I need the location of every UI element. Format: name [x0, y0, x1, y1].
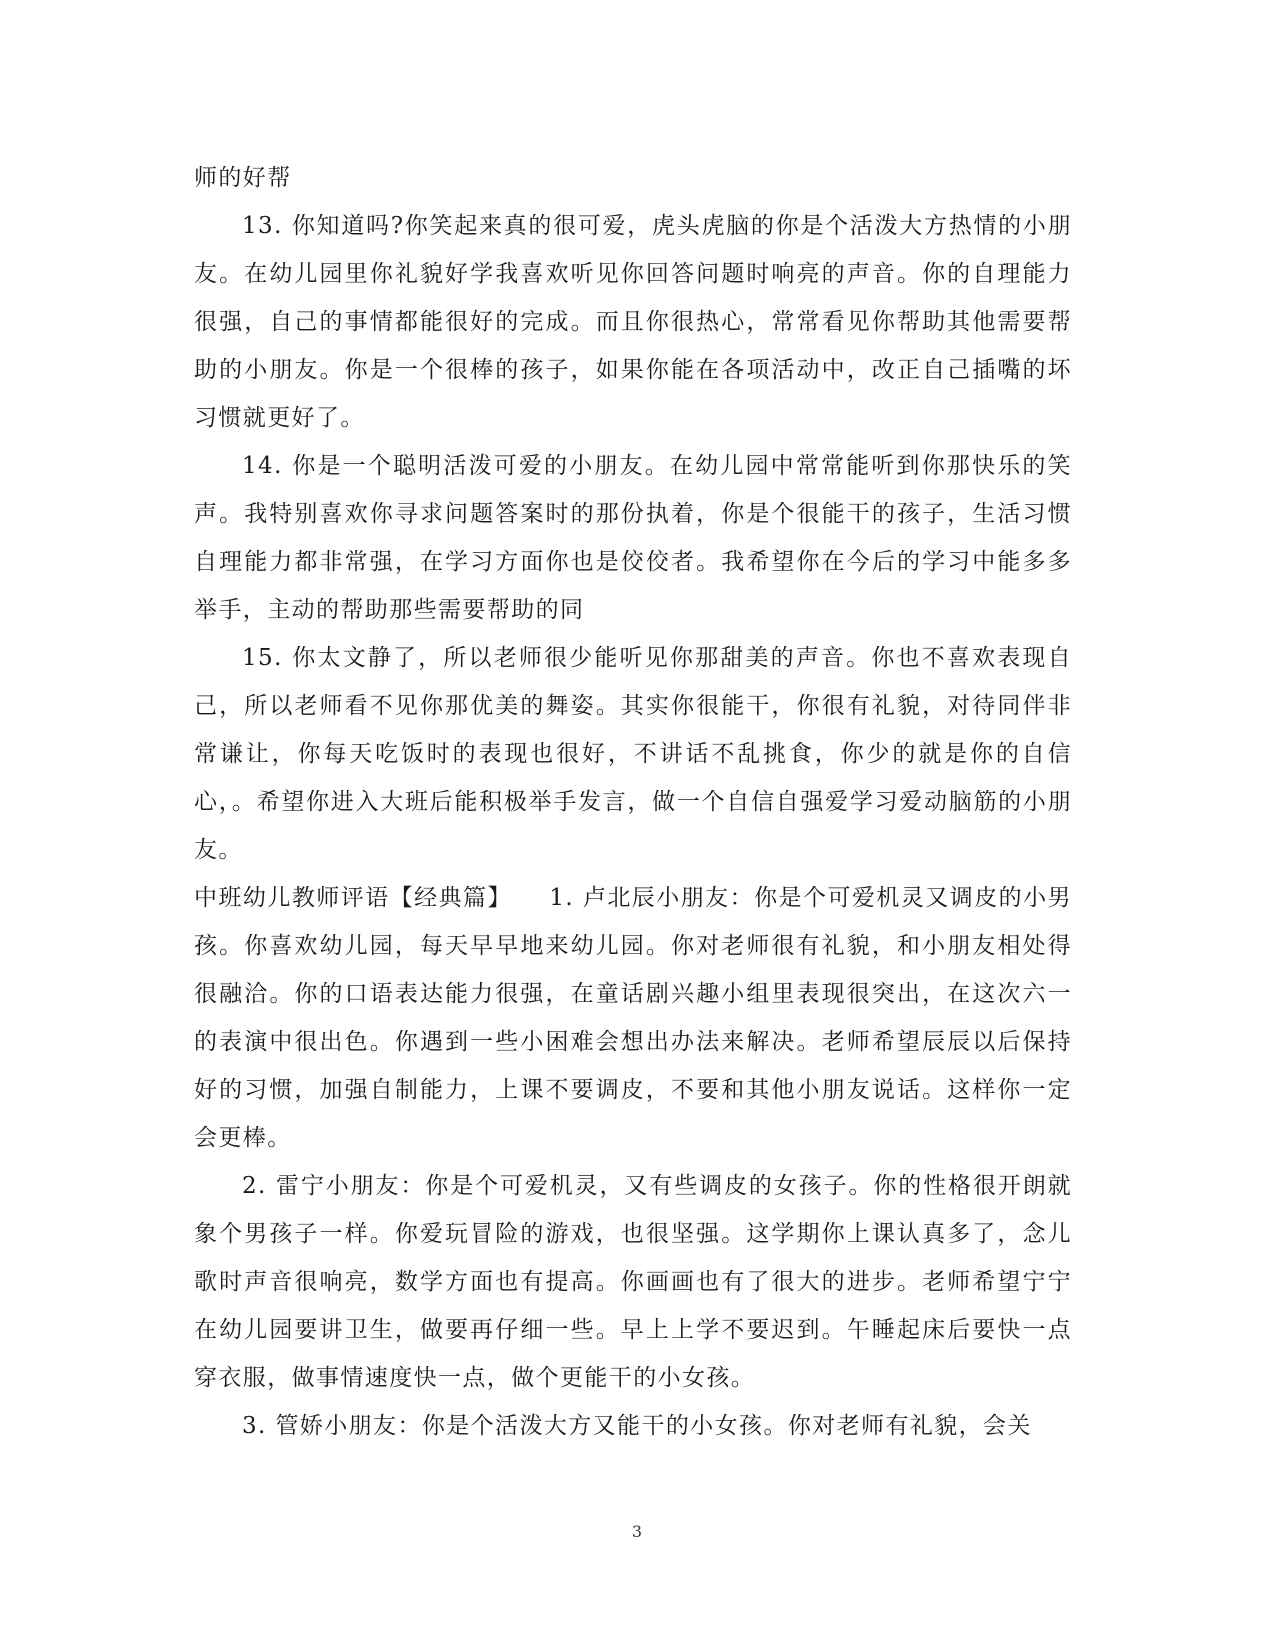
paragraph-item-3: 3. 管娇小朋友：你是个活泼大方又能干的小女孩。你对老师有礼貌，会关: [242, 1413, 1032, 1439]
page-number: 3: [631, 1522, 643, 1541]
paragraph-section-heading-item-1: 中班幼儿教师评语【经典篇】 1. 卢北辰小朋友：你是个可爱机灵又调皮的小男孩。你喜欢幼儿园，每天早早地来幼儿园。你对老师很有礼貌，和小朋友相处得很融洽。你的口语表达能力很强，在童话剧兴趣小组里表现很突出，在这次六一的表演中很出色。你遇到一些小困难会想出办法来解决。老师希望辰辰以后保持好的习惯，加强自制能力，上课不要调皮，不要和其他小朋友说话。这样你一定会更棒。: [194, 885, 1072, 1151]
paragraph-item-13: 13. 你知道吗?你笑起来真的很可爱，虎头虎脑的你是个活泼大方热情的小朋友。在幼儿园里你礼貌好学我喜欢听见你回答问题时响亮的声音。你的自理能力很强，自己的事情都能很好的完成。而且你很热心，常常看见你帮助其他需要帮助的小朋友。你是一个很棒的孩子，如果你能在各项活动中，改正自己插嘴的坏习惯就更好了。: [194, 213, 1072, 431]
paragraph-item-14: 14. 你是一个聪明活泼可爱的小朋友。在幼儿园中常常能听到你那快乐的笑声。我特别喜欢你寻求问题答案时的那份执着，你是个很能干的孩子，生活习惯自理能力都非常强，在学习方面你也是佼佼者。我希望你在今后的学习中能多多举手，主动的帮助那些需要帮助的同: [194, 453, 1072, 623]
paragraph-continuation: 师的好帮: [194, 165, 292, 191]
paragraph-item-15: 15. 你太文静了，所以老师很少能听见你那甜美的声音。你也不喜欢表现自己，所以老师看不见你那优美的舞姿。其实你很能干，你很有礼貌，对待同伴非常谦让，你每天吃饭时的表现也很好，不讲话不乱挑食，你少的就是你的自信心，。希望你进入大班后能积极举手发言，做一个自信自强爱学习爱动脑筋的小朋友。: [194, 645, 1072, 863]
body-text: [194, 154, 1072, 1450]
paragraph-item-2: 2. 雷宁小朋友：你是个可爱机灵，又有些调皮的女孩子。你的性格很开朗就象个男孩子一样。你爱玩冒险的游戏，也很坚强。这学期你上课认真多了，念儿歌时声音很响亮，数学方面也有提高。你画画也有了很大的进步。老师希望宁宁在幼儿园要讲卫生，做要再仔细一些。早上上学不要迟到。午睡起床后要快一点穿衣服，做事情速度快一点，做个更能干的小女孩。: [194, 1173, 1072, 1391]
